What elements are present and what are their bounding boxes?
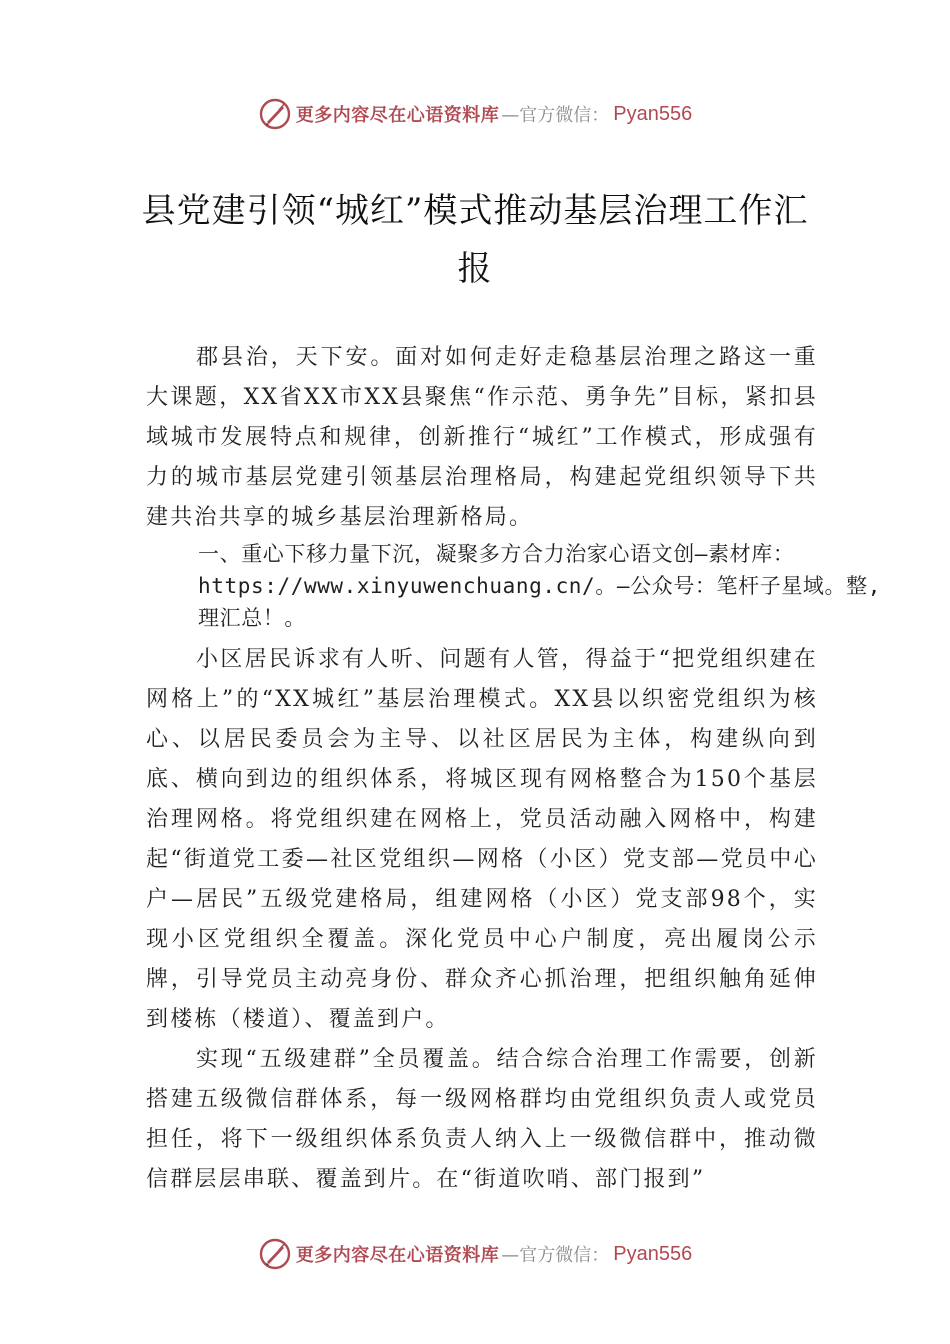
quill-pen-logo-icon [258,97,292,131]
intro-paragraph: 郡县治，天下安。面对如何走好走稳基层治理之路这一重大课题，XX省XX市XX县聚焦“作示范、勇争先”目标，紧扣县域城市发展特点和规律，创新推行“城红”工作模式，形成强有力的城市基层党建引领基层治理格局，构建起党组织领导下共建共治共享的城乡基层治理新格局。 [146,345,818,530]
document-title: 县党建引领“城红”模式推动基层治理工作汇报 [141,191,809,289]
watermark-wechat-account: Pyan556 [613,1242,693,1265]
watermark-wechat-label: —官方微信： [501,105,610,126]
section-heading: 一、重心下移力量下沉，凝聚多方合力治家心语文创—素材库：https://www.xinyuwenchuang.cn/。—公众号：笔杆子星域。整,理汇总！。 [198,542,881,630]
watermark-wechat-account: Pyan556 [613,102,693,125]
watermark-banner-top [0,94,950,134]
body-paragraph-3: 实现“五级建群”全员覆盖。结合综合治理工作需要，创新搭建五级微信群体系，每一级网格群均由党组织负责人或党员担任，将下一级组织体系负责人纳入上一级微信群中，推动微信群层层串联、覆盖到片。在“街道吹哨、部门报到” [146,1047,818,1192]
body-paragraph-2: 小区居民诉求有人听、问题有人管，得益于“把党组织建在网格上”的“XX城红”基层治理模式。XX县以织密党组织为核心、以居民委员会为主导、以社区居民为主体，构建纵向到底、横向到边的组织体系，将城区现有网格整合为150个基层治理网格。将党组织建在网格上，党员活动融入网格中，构建起“街道党工委—社区党组织—网格（小区）党支部—党员中心户—居民”五级党建格局，组建网格（小区）党支部98个，实现小区党组织全覆盖。深化党员中心户制度，亮出履岗公示牌，引导党员主动亮身份、群众齐心抓治理，把组织触角延伸到楼栋（楼道）、覆盖到户。 [146,647,818,1032]
quill-pen-logo-icon [258,1237,292,1271]
watermark-wechat-label: —官方微信： [501,1245,610,1266]
document-body [146,338,881,1200]
watermark-brand-text: 更多内容尽在心语资料库 [295,105,500,126]
watermark-banner-bottom [0,1234,950,1274]
watermark-brand-text: 更多内容尽在心语资料库 [295,1245,500,1266]
